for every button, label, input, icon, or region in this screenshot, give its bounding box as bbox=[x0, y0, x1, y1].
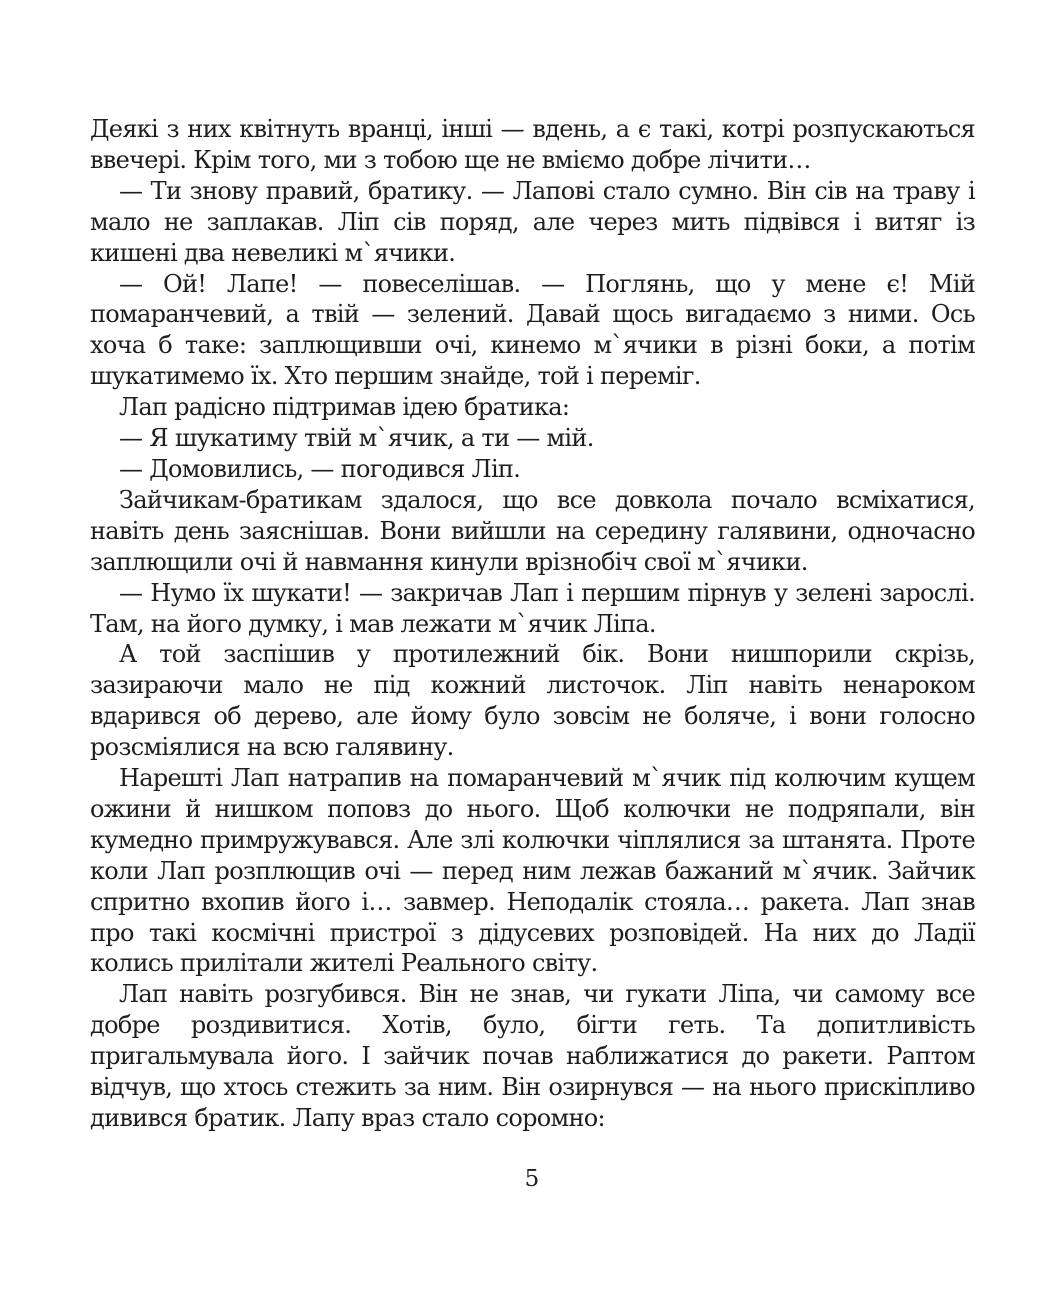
paragraph-2: — Ти знову правий, братику. — Лапові стало сумно. Він сів на траву і мало не заплакав. Ліп сів поряд, але через мить підвівся і витяг із кишені два невеликі м`ячики. bbox=[90, 176, 975, 267]
paragraph-5: — Я шукатиму твій м`ячик, а ти — мій. bbox=[119, 424, 594, 453]
paragraph-10: Нарешті Лап натрапив на помаранчевий м`ячик під колючим кущем ожини й нишком поповз до нього. Щоб колючки не подряпали, він кумедно примружувався. Але злі колючки чіплялися за штанята. Проте коли Лап розплющив очі — перед ним лежав бажаний м`ячик. Зайчик спритно вхопив його і… завмер. Неподалік стояла… ракета. Лап знав про такі космічні пристрої з дідусевих розповідей. На них до Ладії колись прилітали жителі Реального світу. bbox=[90, 764, 975, 978]
paragraph-6: — Домовились, — погодився Ліп. bbox=[119, 454, 521, 483]
paragraph-8: — Нумо їх шукати! — закричав Лап і першим пірнув у зелені зарослі. Там, на його думку, і мав лежати м`ячик Ліпа. bbox=[90, 578, 975, 638]
paragraph-1: Деякі з них квітнуть вранці, інші — вдень, а є такі, котрі розпускаються ввечері. Крім того, ми з тобою ще не вміємо добре лічити… bbox=[90, 115, 975, 174]
paragraph-7: Зайчикам-братикам здалося, що все довкола почало всміхатися, навіть день заяснішав. Вони вийшли на середину галявини, одночасно заплющили очі й навмання кинули врізнобіч свої м`ячики. bbox=[90, 485, 975, 576]
page-number: 5 bbox=[524, 1166, 540, 1192]
paragraph-4: Лап радісно підтримав ідею братика: bbox=[119, 393, 570, 422]
body-text bbox=[90, 114, 975, 1134]
paragraph-9: А той заспішив у протилежний бік. Вони нишпорили скрізь, зазираючи мало не під кожний листочок. Ліп навіть ненароком вдарився об дерево, але йому було зовсім не боляче, і вони голосно розсміялися на всю галявину. bbox=[90, 640, 975, 762]
paragraph-3: — Ой! Лапе! — повеселішав. — Поглянь, що у мене є! Мій помаранчевий, а твій — зелений. Давай щось вигадаємо з ними. Ось хоча б таке: заплющивши очі, кинемо м`ячики в різні боки, а потім шукатимемо їх. Хто першим знайде, той і переміг. bbox=[90, 269, 975, 391]
paragraph-11: Лап навіть розгубився. Він не знав, чи гукати Ліпа, чи самому все добре роздивитися. Хотів, було, бігти геть. Та допитливість пригальмувала його. І зайчик почав наближатися до ракети. Раптом відчув, що хтось стежить за ним. Він озирнувся — на нього прискіпливо дивився братик. Лапу враз стало соромно: bbox=[90, 980, 975, 1132]
